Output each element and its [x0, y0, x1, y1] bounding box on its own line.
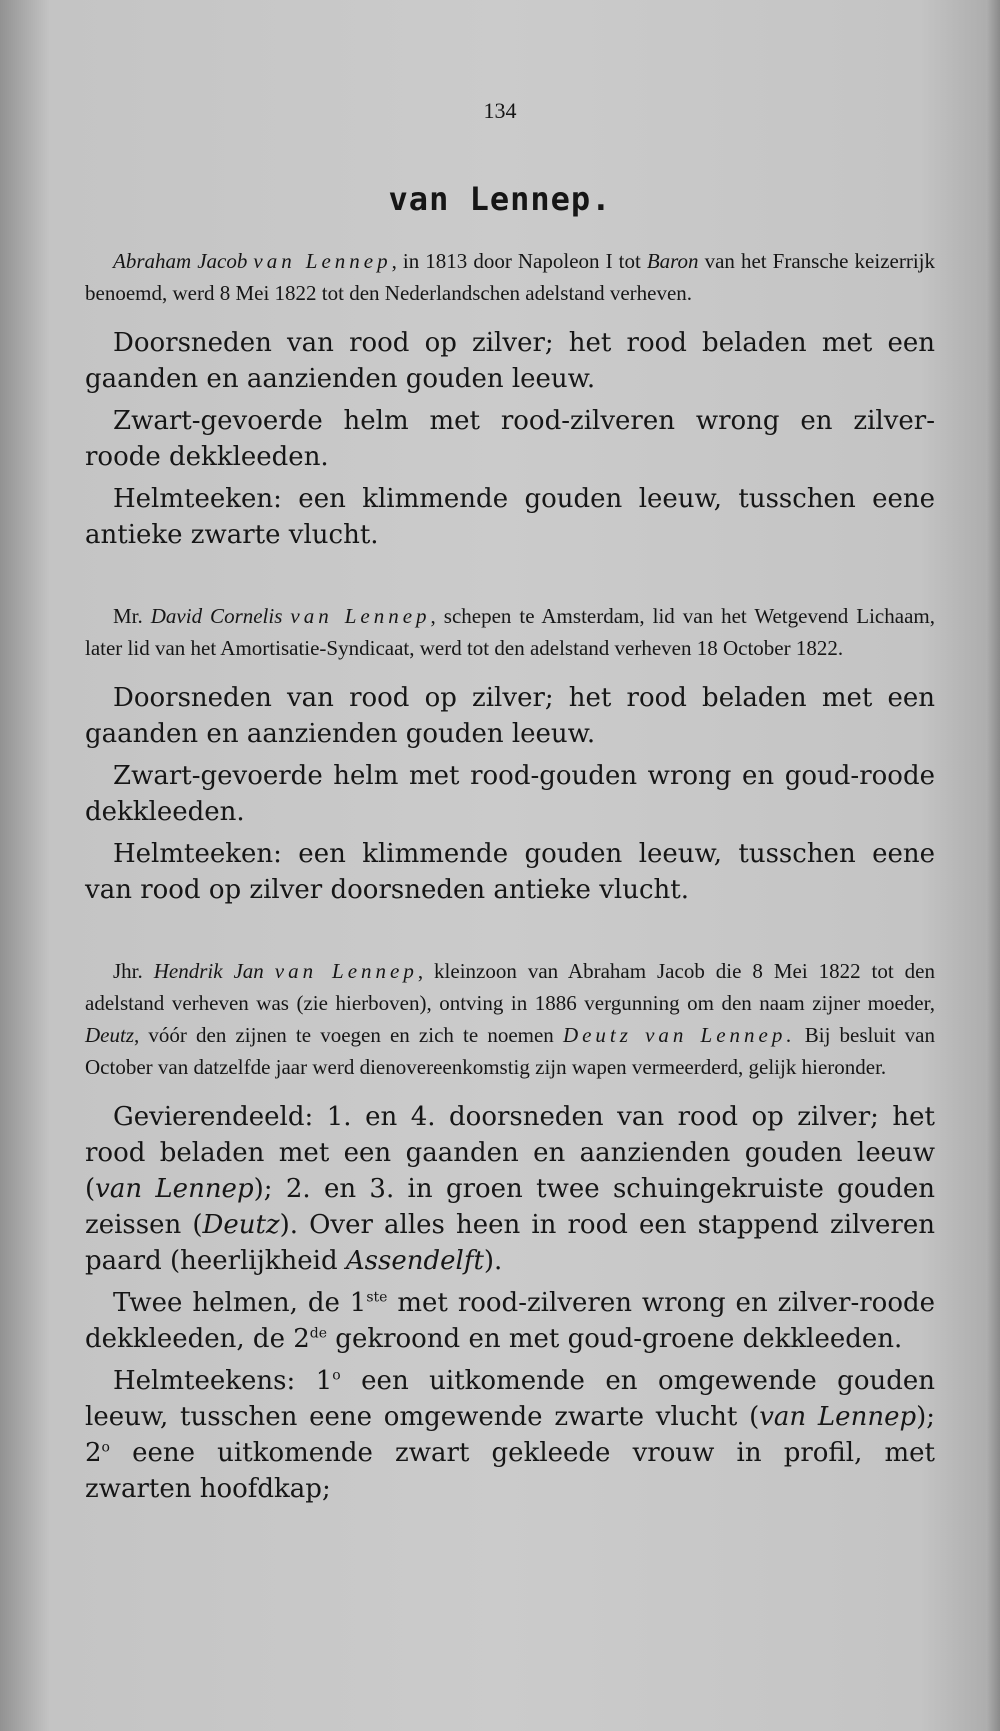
- text: eene uitkomende zwart gekleede vrouw in profil, met zwarten hoofdkap;: [85, 1438, 935, 1504]
- crests-description: [85, 1363, 935, 1507]
- ref-van-lennep: van Lennep: [759, 1402, 917, 1432]
- intro-text: van het Fransche keizerrijk benoemd, werd 8 Mei 1822 tot den Nederlandschen adelstand verheven.: [85, 249, 935, 305]
- helms-description: [85, 1285, 935, 1357]
- ordinal-suffix: ste: [366, 1289, 388, 1306]
- page-edge-shadow: [986, 0, 1000, 1731]
- new-family-name: Deutz van Lennep.: [562, 1023, 796, 1047]
- person-name: Hendrik Jan: [153, 959, 264, 983]
- honorific: Jhr.: [113, 959, 154, 983]
- honorific: Mr.: [113, 604, 151, 628]
- entry-david-cornelis: [85, 600, 935, 914]
- entry-hendrik-jan: [85, 955, 935, 1513]
- person-name: David Cornelis: [150, 604, 283, 628]
- ref-van-lennep: van Lennep: [95, 1174, 254, 1204]
- text: ).: [483, 1246, 503, 1276]
- crest-description: Helmteeken: een klimmende gouden leeuw, tusschen eene antieke zwarte vlucht.: [85, 484, 935, 550]
- page-number: 134: [483, 98, 517, 123]
- arms-description: Doorsneden van rood op zilver; het rood beladen met een gaanden en aanzienden gouden leeuw.: [85, 683, 935, 749]
- text: gekroond en met goud-groene dekkleeden.: [327, 1324, 903, 1354]
- text: Twee helmen, de 1: [113, 1288, 367, 1318]
- ref-deutz: Deutz: [202, 1210, 280, 1240]
- text: ); 2: [85, 1402, 935, 1468]
- family-name: van Lennep: [274, 959, 418, 983]
- person-name: Abraham Jacob: [113, 249, 248, 273]
- intro-text: , schepen te Amsterdam, lid van het Wetgevend Lichaam, later lid van het Amortisatie-Syndicaat, werd tot den adelstand verheven 18 October 1822.: [85, 604, 935, 660]
- ordinal-suffix: de: [309, 1325, 328, 1342]
- ref-assendelft: Assendelft: [345, 1246, 484, 1276]
- text: Gevierendeeld: 1. en 4. doorsneden van rood op zilver; het rood beladen met een gaanden en aanzienden gouden leeuw (: [85, 1102, 935, 1204]
- text: met rood-zilveren wrong en zilver-roode dekkleeden, de 2: [85, 1288, 936, 1354]
- family-name: van Lennep: [290, 604, 431, 628]
- entry-abraham-jacob: [85, 245, 935, 559]
- page-title: van Lennep.: [388, 180, 612, 218]
- name-deutz: Deutz: [85, 1023, 134, 1047]
- text: ); 2. en 3. in groen twee schuingekruiste gouden zeissen (: [85, 1174, 935, 1240]
- arms-description: Doorsneden van rood op zilver; het rood beladen met een gaanden en aanzienden gouden leeuw.: [85, 328, 935, 394]
- intro-text: Bij besluit van October van datzelfde jaar werd dienovereenkomstig zijn wapen vermeerderd, gelijk hieronder.: [85, 1023, 935, 1079]
- title-baron: Baron: [646, 249, 699, 273]
- entry-intro: [85, 600, 935, 664]
- family-name: van Lennep: [253, 249, 392, 273]
- entry-intro: [85, 955, 935, 1083]
- helm-description: Zwart-gevoerde helm met rood-gouden wrong en goud-roode dekkleeden.: [85, 761, 935, 827]
- crest-description: Helmteeken: een klimmende gouden leeuw, tusschen eene van rood op zilver doorsneden antieke vlucht.: [85, 839, 935, 905]
- intro-text: , kleinzoon van Abraham Jacob die 8 Mei 1822 tot den adelstand verheven was (zie hierboven), ontving in 1886 vergunning om den naam zijner moeder,: [85, 959, 935, 1015]
- ordinal-suffix: o: [332, 1367, 341, 1384]
- quartered-arms-description: [85, 1099, 935, 1279]
- entry-intro: [85, 245, 935, 309]
- text: Helmteekens: 1: [113, 1366, 333, 1396]
- text: een uitkomende en omgewende gouden leeuw, tusschen eene omgewende zwarte vlucht (: [85, 1366, 935, 1432]
- ordinal-suffix: o: [101, 1439, 110, 1456]
- intro-text: , vóór den zijnen te voegen en zich te noemen: [134, 1023, 563, 1047]
- helm-description: Zwart-gevoerde helm met rood-zilveren wrong en zilver-roode dekkleeden.: [85, 406, 935, 472]
- text: ). Over alles heen in rood een stappend zilveren paard (heerlijkheid: [85, 1210, 935, 1276]
- intro-text: , in 1813 door Napoleon I tot: [391, 249, 647, 273]
